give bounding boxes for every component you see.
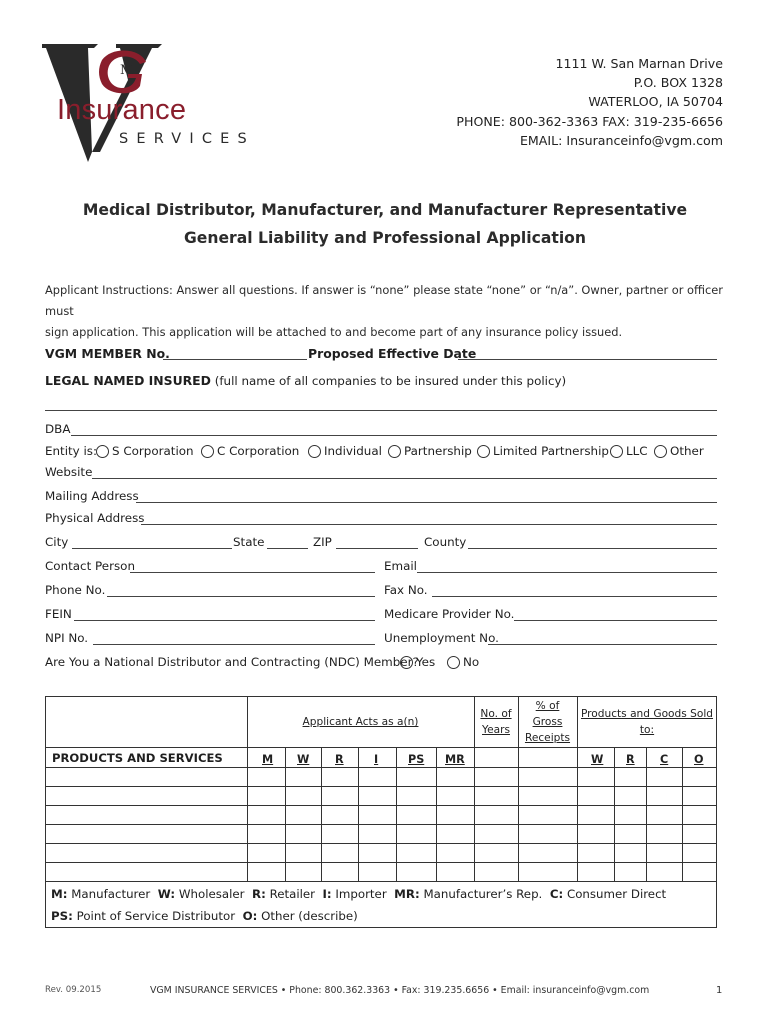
code-sold-o: O	[694, 753, 704, 766]
effective-date-field[interactable]	[458, 359, 717, 360]
radio-icon[interactable]	[388, 445, 401, 458]
instructions-line-1: Applicant Instructions: Answer all questions. If answer is “none” please state “none” or “n/a”. Owner, partner or officer must	[45, 283, 723, 318]
radio-icon[interactable]	[400, 656, 413, 669]
sold-to-header-line: to:	[639, 724, 655, 736]
mailing-address-field[interactable]	[136, 502, 717, 503]
radio-icon[interactable]	[308, 445, 321, 458]
website-label: Website	[45, 465, 93, 479]
years-header-line: No. of	[480, 708, 512, 720]
dba-field[interactable]	[71, 435, 717, 436]
legend-text: Retailer	[269, 887, 316, 901]
physical-row	[45, 511, 717, 527]
phone-label: Phone No.	[45, 583, 106, 597]
code-i: I	[374, 753, 379, 766]
fax-field[interactable]	[432, 596, 717, 597]
npi-field[interactable]	[93, 644, 375, 645]
ndc-yes-option[interactable]	[400, 655, 435, 669]
acts-as-header: Applicant Acts as a(n)	[302, 716, 419, 728]
legend-text: Wholesaler	[178, 887, 245, 901]
products-services-header: PRODUCTS AND SERVICES	[52, 751, 223, 765]
entity-option-partnership[interactable]	[388, 444, 472, 458]
contact-row	[45, 559, 717, 575]
entity-option-llc[interactable]	[610, 444, 648, 458]
npi-label: NPI No.	[45, 631, 89, 645]
entity-option-label: LLC	[626, 444, 648, 458]
zip-label: ZIP	[313, 535, 332, 549]
page-number: 1	[716, 985, 723, 996]
sold-to-header-line: Products and Goods Sold	[580, 708, 714, 720]
table-row-line	[45, 843, 717, 844]
physical-address-field[interactable]	[141, 524, 717, 525]
code-w: W	[297, 753, 310, 766]
table-row-line	[45, 881, 717, 882]
contact-person-label: Contact Person	[45, 559, 135, 573]
legend-line-1	[51, 887, 666, 901]
code-r: R	[335, 753, 344, 766]
entity-option-limited-partnership[interactable]	[477, 444, 609, 458]
entity-option-label: Other	[670, 444, 704, 458]
website-row	[45, 465, 717, 481]
table-row-line	[45, 767, 717, 768]
entity-option-c-corp[interactable]	[201, 444, 299, 458]
legal-insured-label: LEGAL NAMED INSURED	[45, 373, 211, 388]
form-title: Medical Distributor, Manufacturer, and Manufacturer Representative	[82, 201, 688, 219]
member-row	[45, 346, 717, 362]
radio-icon[interactable]	[96, 445, 109, 458]
phone-field[interactable]	[107, 596, 375, 597]
legend-code: C:	[549, 887, 564, 901]
table-row-line	[45, 862, 717, 863]
dba-row	[45, 422, 717, 438]
legend-code: R:	[252, 887, 266, 901]
fax-label: Fax No.	[384, 583, 428, 597]
entity-option-other[interactable]	[654, 444, 704, 458]
radio-icon[interactable]	[477, 445, 490, 458]
entity-label: Entity is:	[45, 444, 97, 458]
company-address	[456, 54, 723, 150]
fein-row	[45, 607, 717, 623]
entity-option-label: C Corporation	[217, 444, 300, 458]
code-m: M	[262, 753, 274, 766]
entity-option-individual[interactable]	[308, 444, 382, 458]
email-field[interactable]	[417, 572, 717, 573]
address-city: WATERLOO, IA 50704	[588, 94, 723, 110]
logo-wordmark: Insurance	[57, 94, 187, 126]
years-header-line: Years	[482, 724, 510, 736]
vgm-member-label: VGM MEMBER No.	[45, 346, 170, 361]
address-street: 1111 W. San Marnan Drive	[555, 56, 723, 71]
receipts-header-line: Receipts	[524, 732, 571, 744]
logo-monogram-m: M	[120, 63, 134, 78]
legal-insured-label-group	[45, 373, 566, 388]
effective-date-label: Proposed Effective Date	[308, 346, 477, 361]
mailing-address-label: Mailing Address	[45, 489, 139, 503]
county-field[interactable]	[468, 548, 717, 549]
website-field[interactable]	[92, 478, 717, 479]
receipts-header-line: Gross	[532, 716, 563, 728]
entity-option-label: Individual	[324, 444, 382, 458]
table-row-line	[45, 824, 717, 825]
legend-code: MR:	[394, 887, 420, 901]
logo-subtitle: SERVICES	[119, 131, 255, 147]
state-label: State	[233, 535, 265, 549]
legend-text: Consumer Direct	[566, 887, 667, 901]
ndc-row	[45, 655, 717, 671]
sold-to-header	[577, 706, 717, 738]
city-row	[45, 535, 717, 551]
fein-label: FEIN	[45, 607, 72, 621]
receipts-header-line: % of	[535, 700, 560, 712]
address-po-box: P.O. BOX 1328	[633, 75, 723, 91]
legend-code: W:	[157, 887, 176, 901]
instructions-line-2: sign application. This application will be attached to and become part of any insurance policy issued.	[45, 325, 623, 339]
radio-icon[interactable]	[610, 445, 623, 458]
legend-code: PS:	[51, 909, 73, 923]
ndc-yes-label: Yes	[416, 655, 436, 669]
radio-icon[interactable]	[201, 445, 214, 458]
county-label: County	[424, 535, 467, 549]
ndc-question: Are You a National Distributor and Contracting (NDC) Member?	[45, 655, 419, 669]
table-row-line	[45, 786, 717, 787]
medicare-field[interactable]	[514, 620, 717, 621]
years-header	[474, 706, 518, 738]
zip-field[interactable]	[336, 548, 418, 549]
code-sold-r: R	[626, 753, 635, 766]
mailing-row	[45, 489, 717, 505]
city-label: City	[45, 535, 69, 549]
legal-insured-row	[45, 373, 717, 389]
code-sold-c: C	[660, 753, 669, 766]
entity-option-label: S Corporation	[112, 444, 194, 458]
physical-address-label: Physical Address	[45, 511, 145, 525]
footer-revision: Rev. 09.2015	[45, 985, 102, 995]
footer-contact: VGM INSURANCE SERVICES • Phone: 800.362.3363 • Fax: 319.235.6656 • Email: insuranceinfo@vgm.com	[150, 985, 650, 996]
address-email: EMAIL: Insuranceinfo@vgm.com	[519, 132, 723, 148]
npi-row	[45, 631, 717, 647]
contact-person-field[interactable]	[130, 572, 375, 573]
code-ps: PS	[408, 753, 425, 766]
legal-insured-field[interactable]	[45, 410, 717, 411]
code-mr: MR	[445, 753, 465, 766]
address-phone-fax: PHONE: 800-362-3363 FAX: 319-235-6656	[456, 113, 723, 129]
email-label: Email	[384, 559, 417, 573]
legend-text: Manufacturer	[71, 887, 151, 901]
code-sold-w: W	[591, 753, 604, 766]
medicare-label: Medicare Provider No.	[384, 607, 515, 621]
dba-label: DBA	[45, 422, 71, 436]
legend-text: Importer	[335, 887, 387, 901]
ndc-no-option[interactable]	[447, 655, 479, 669]
legend-line-2	[51, 909, 358, 923]
entity-option-s-corp[interactable]	[96, 444, 194, 458]
unemployment-field[interactable]	[488, 644, 717, 645]
legend-code: M:	[51, 887, 68, 901]
table-row-line	[45, 805, 717, 806]
ndc-no-label: No	[463, 655, 480, 669]
phone-row	[45, 583, 717, 599]
radio-icon[interactable]	[654, 445, 667, 458]
form-subtitle: General Liability and Professional Application	[184, 229, 586, 247]
legend-text: Manufacturer’s Rep.	[423, 887, 543, 901]
legend-text: Other (describe)	[261, 909, 358, 923]
radio-icon[interactable]	[447, 656, 460, 669]
entity-option-label: Limited Partnership	[493, 444, 609, 458]
receipts-header	[518, 698, 577, 746]
legend-code: O:	[242, 909, 258, 923]
city-field[interactable]	[72, 548, 232, 549]
legal-insured-note: (full name of all companies to be insured under this policy)	[214, 374, 567, 388]
fein-field[interactable]	[74, 620, 375, 621]
table-row-line	[45, 747, 717, 748]
vgm-member-field[interactable]	[163, 359, 307, 360]
applicant-instructions	[45, 280, 730, 343]
unemployment-label: Unemployment No.	[384, 631, 499, 645]
legend-text: Point of Service Distributor	[76, 909, 236, 923]
entity-row	[45, 444, 717, 460]
legend-code: I:	[322, 887, 332, 901]
state-field[interactable]	[267, 548, 308, 549]
entity-option-label: Partnership	[404, 444, 472, 458]
